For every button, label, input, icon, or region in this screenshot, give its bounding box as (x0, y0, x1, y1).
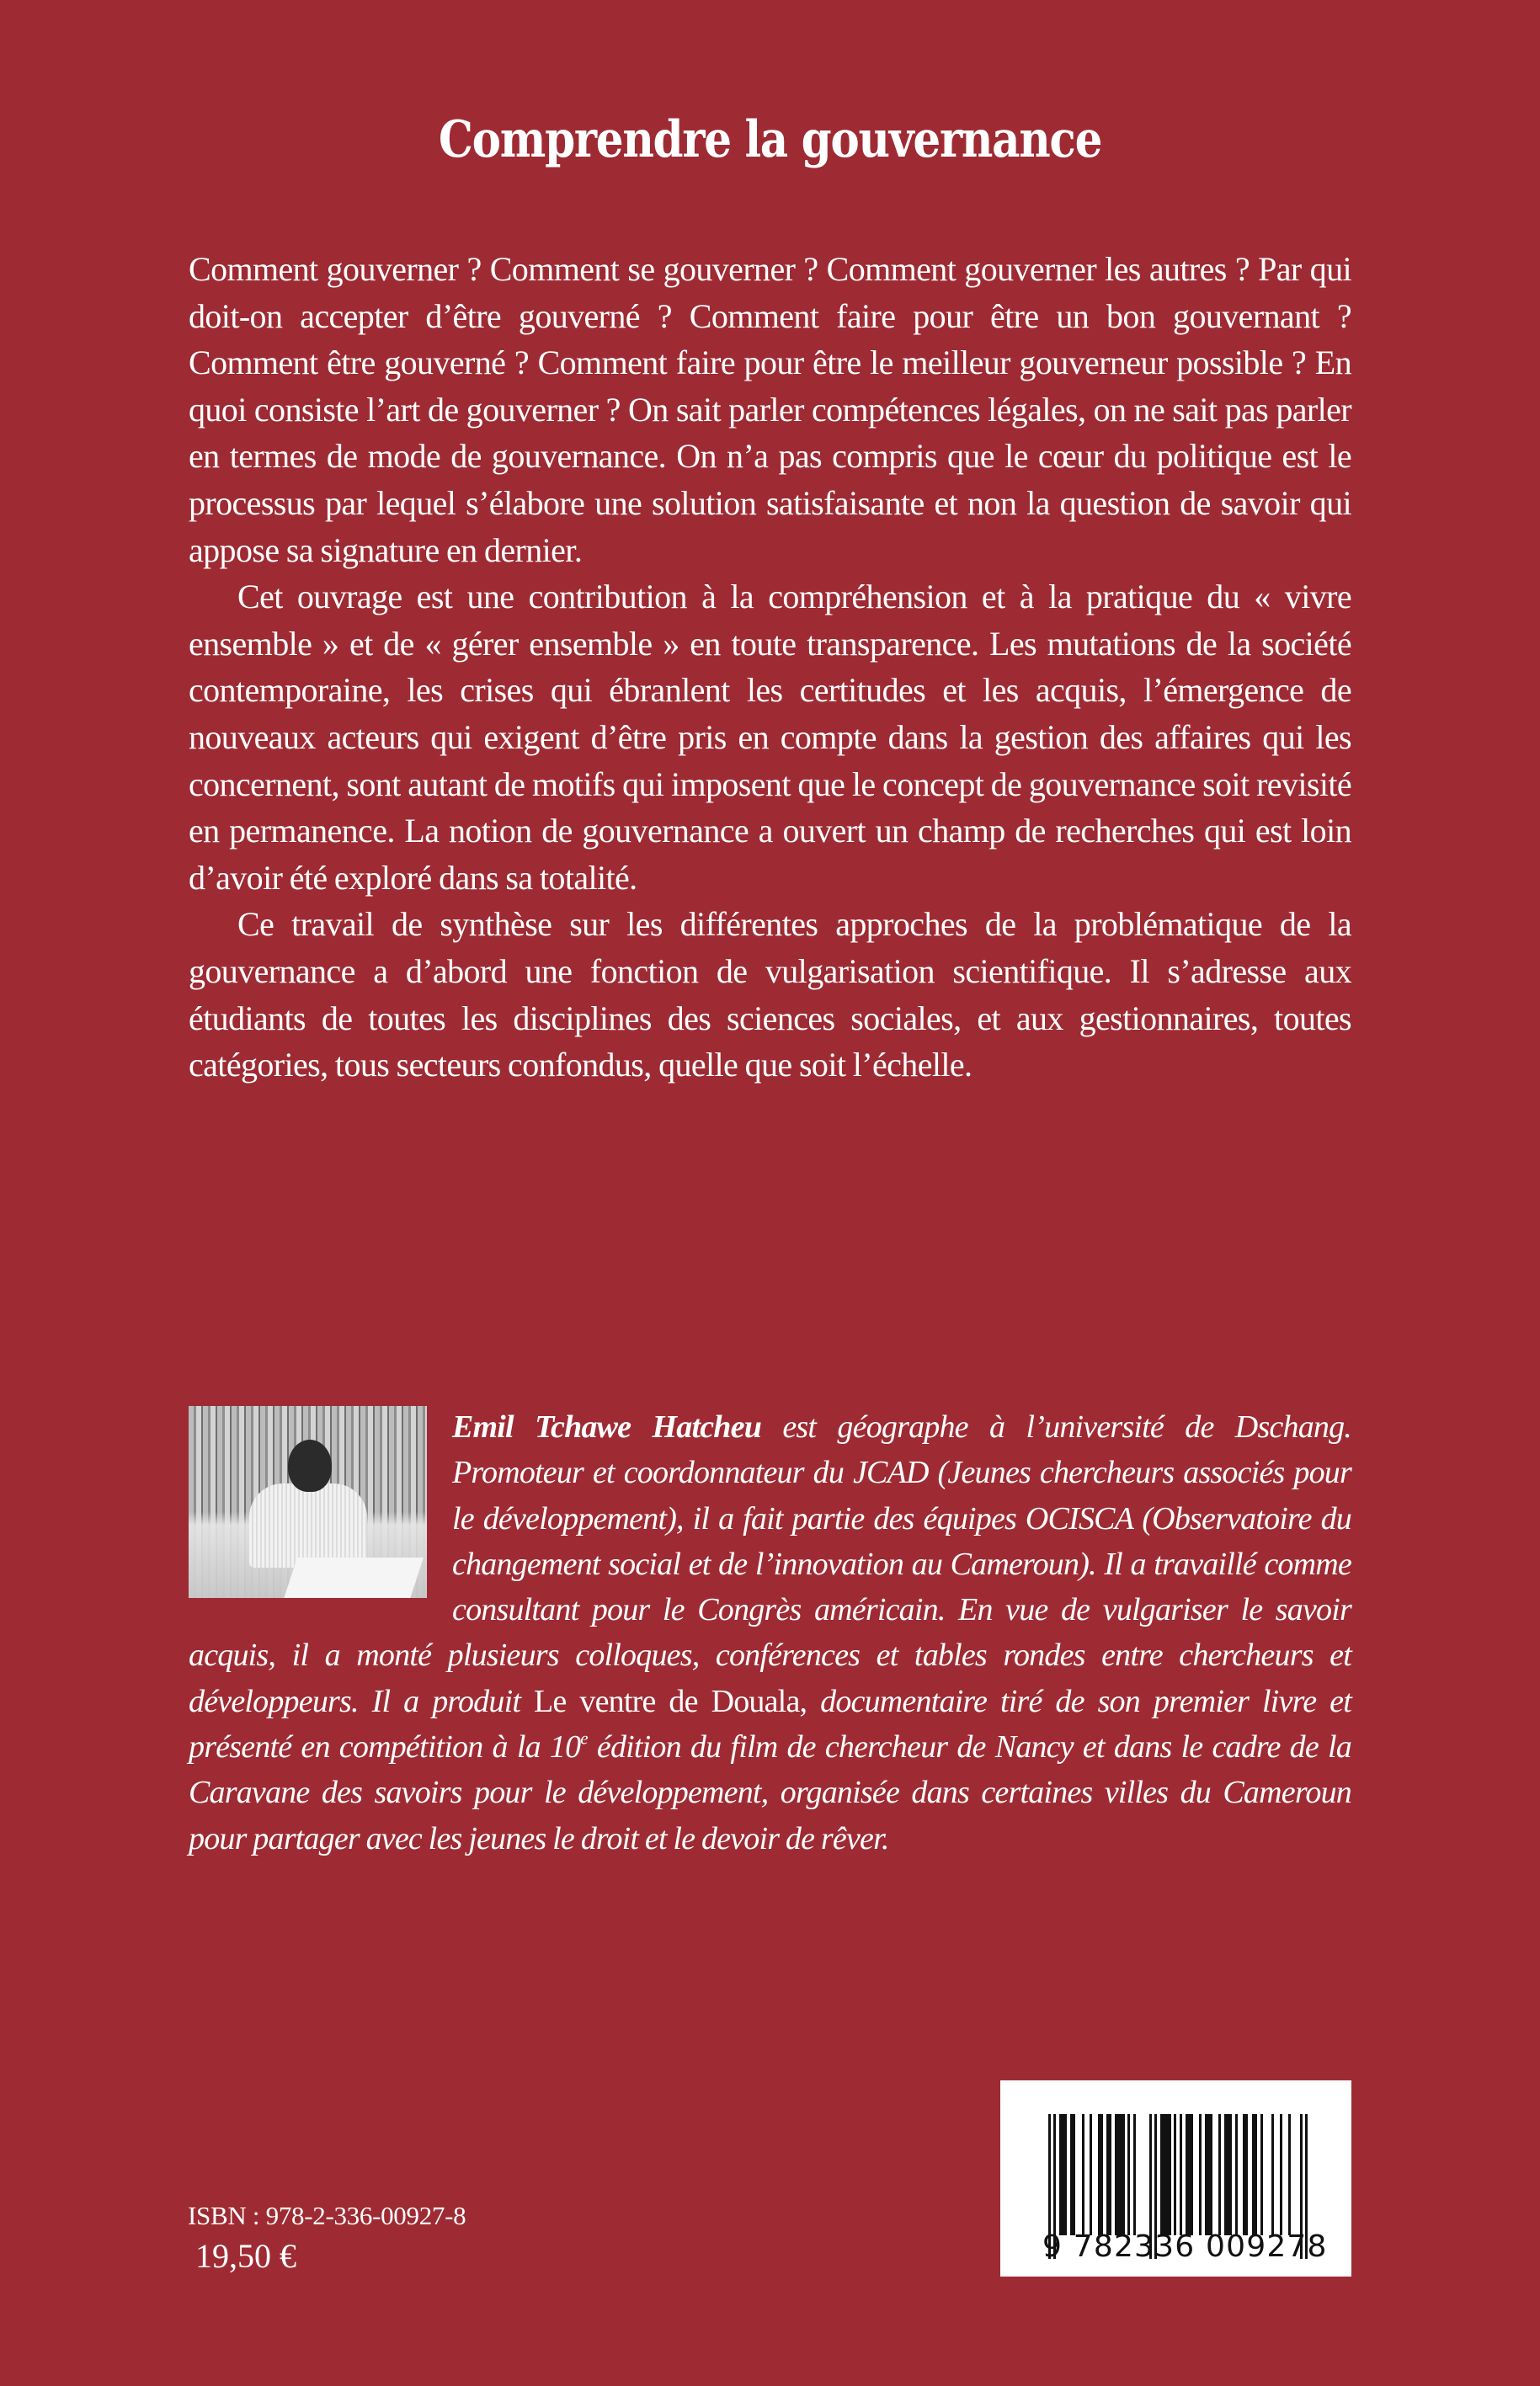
film-title: Le ventre de Douala, (534, 1683, 807, 1719)
author-name: Emil Tchawe Hatcheu (452, 1409, 762, 1445)
blurb-paragraph-3: Ce travail de synthèse sur les différentes approches de la problématique de la gouvernance a d’abord une fonction de vulgarisation scientifique. Il s’adresse aux étudiants de toutes les disciplines des sciences sociales, et aux gestionnaires, toutes catégories, tous secteurs confondus, quelle que soit l’échelle. (189, 905, 1351, 1084)
bio-text-1: est géographe à l’université de Dschang. Promoteur et coordonnateur du JCAD (Jeunes chercheurs associés pour le développement), il a fait partie des équipes OCISCA (Observatoire du changement social et de l’innovation au Cameroun). Il a travaillé comme consultant pour le Congrès américain. En vue de vulgariser le savoir acquis, il a monté plusieurs colloques, conférences et tables rondes entre chercheurs et développeurs. Il a produit (189, 1409, 1351, 1719)
edition-superscript: e (580, 1728, 588, 1749)
blurb-paragraph-1: Comment gouverner ? Comment se gouverner ? Comment gouverner les autres ? Par qui doit-on accepter d’être gouverné ? Comment faire pour être un bon gouvernant ? Comment être gouverné ? Comment faire pour être le meilleur gouverneur possible ? En quoi consiste l’art de gouverner ? On sait parler compétences légales, on ne sait pas parler en termes de mode de gouvernance. On n’a pas compris que le cœur du politique est le processus par lequel s’élabore une solution satisfaisante et non la question de savoir qui appose sa signature en dernier. (189, 250, 1351, 569)
blurb-paragraph-2: Cet ouvrage est une contribution à la compréhension et à la pratique du « vivre ensemble » et de « gérer ensemble » en toute transparence. Les mutations de la société contemporaine, les crises qui ébranlent les certitudes et les acquis, l’émergence de nouveaux acteurs qui exigent d’être pris en compte dans la gestion des affaires qui les concernent, sont autant de motifs qui imposent que le concept de gouvernance soit revisité en permanence. La notion de gouvernance a ouvert un champ de recherches qui est loin d’avoir été exploré dans sa totalité. (189, 578, 1351, 897)
photo-person-body (249, 1483, 367, 1568)
barcode (1000, 2080, 1351, 2277)
author-photo (189, 1406, 427, 1598)
author-bio (189, 1404, 1351, 1861)
blurb (189, 246, 1351, 1089)
bio-text-3: édition du film de chercheur de Nancy et dans le cadre de la Caravane des savoirs pour le développement, organisée dans certaines villes du Cameroun pour partager avec les jeunes le droit et le devoir de rêver. (189, 1729, 1352, 1856)
book-title: Comprendre la gouvernance (438, 110, 1102, 169)
photo-open-book (282, 1558, 424, 1598)
bio-text-2: documentaire tiré de son premier livre et présenté en compétition à la 10 (189, 1683, 1351, 1766)
isbn-label: ISBN : 978-2-336-00927-8 (188, 2201, 466, 2230)
price-label: 19,50 € (195, 2237, 296, 2275)
photo-person-head (288, 1440, 332, 1492)
barcode-digits: 9 782336 009278 (1042, 2229, 1328, 2264)
